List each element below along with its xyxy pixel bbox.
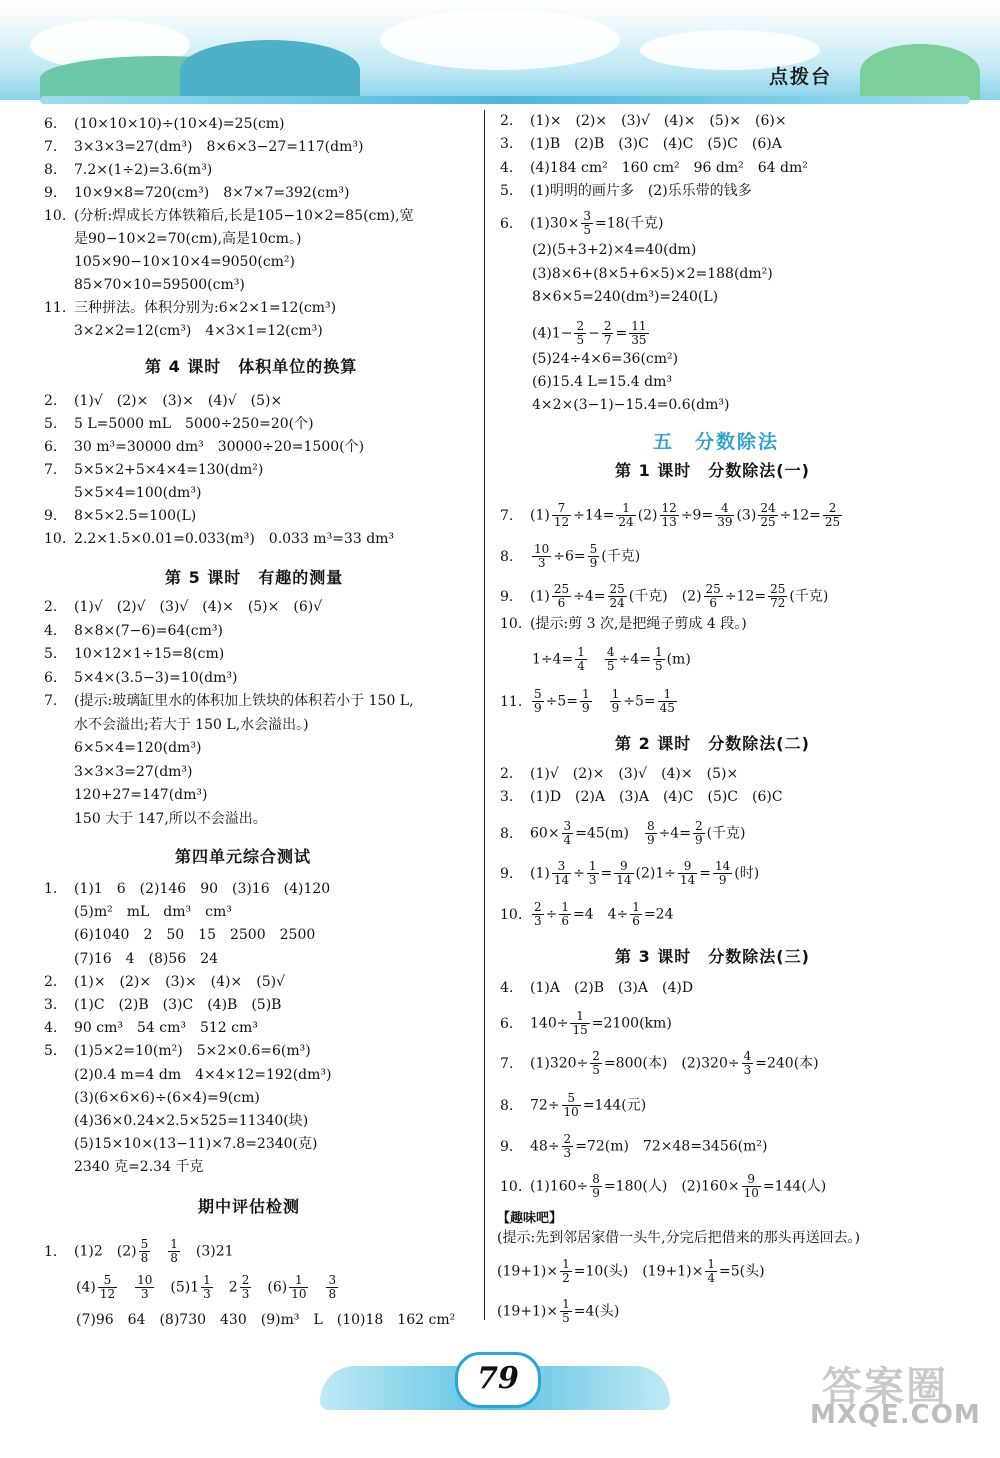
answer-row: 3. (1)B (2)B (3)C (4)C (5)C (6)A [500, 136, 782, 153]
answer-row: 4. (4)184 cm² 160 cm² 96 dm² 64 dm² [500, 159, 808, 176]
page-number: 79 [455, 1352, 541, 1408]
fun-hint: (提示:先到邻居家借一头牛,分完后把借来的那头再送回去。) [497, 1230, 861, 1246]
answer-row: 是90−10×2=70(cm),高是10cm。) [74, 231, 302, 247]
answer-row: 1. (1)1 6 (2)146 90 (3)16 (4)120 [44, 881, 331, 897]
answer-row: (5)15×10×(13−11)×7.8=2340(克) [74, 1136, 318, 1153]
answer-row: 7. (1)320÷ $\frac{2}{5}$ =800(本) (2)320÷ $\frac{4}{3}$ =240(本) [500, 1049, 819, 1077]
answer-row: 8×6×5=240(dm³)=240(L) [532, 289, 719, 305]
section-heading-lesson-5: 第 5 课时 有趣的测量 [165, 568, 344, 587]
answer-row: 6. (10×10×10)÷(10×4)=25(cm) [44, 116, 285, 132]
watermark-logo: 答案圈 [822, 1364, 948, 1410]
answer-row: (2)0.4 m=4 dm 4×4×12=192(dm³) [74, 1066, 332, 1083]
footer-decoration [320, 1340, 670, 1410]
answer-row: 水不会溢出;若大于 150 L,水会溢出。) [74, 716, 309, 733]
answer-row: 4. 90 cm³ 54 cm³ 512 cm³ [44, 1020, 258, 1037]
section-heading-unit-4-test: 第四单元综合测试 [175, 847, 312, 866]
answer-row: 7. 3×3×3=27(dm³) 8×6×3−27=117(dm³) [44, 139, 364, 155]
answer-row: (7)16 4 (8)56 24 [74, 950, 219, 967]
answer-row: 9. (1) $\frac{3}{14}$ ÷ $\frac{1}{3}$ = $\frac{9}{14}$ (2)1÷ $\frac{9}{14}$ = $\frac{14}{9}$ (时) [500, 859, 760, 887]
header-banner [0, 0, 1000, 100]
header-divider [40, 96, 970, 104]
answer-row: 8. $\frac{10}{3}$ ÷6= $\frac{5}{9}$ (千克) [500, 542, 641, 570]
answer-row: 11. $\frac{5}{9}$ ÷5= $\frac{1}{9}$ $\frac{1}{9}$ ÷5= $\frac{1}{45}$ [500, 687, 675, 715]
answer-row: 10. (1)160÷ $\frac{8}{9}$ =180(人) (2)160× $\frac{9}{10}$ =144(人) [500, 1172, 827, 1200]
answer-row: 7. (提示:玻璃缸里水的体积加上铁块的体积若小于 150 L, [44, 693, 414, 709]
answer-row: 2. (1)√ (2)√ (3)√ (4)× (5)× (6)√ [44, 599, 323, 615]
answer-row: 105×90−10×10×4=9050(cm²) [74, 254, 296, 270]
answer-row: 4. (1)A (2)B (3)A (4)D [500, 980, 694, 996]
answer-row: 120+27=147(dm³) [74, 787, 208, 803]
answer-row: (5)24÷4×6=36(cm²) [532, 351, 679, 367]
answer-row: 3×2×2=12(cm³) 4×3×1=12(cm³) [74, 323, 323, 339]
answer-row: 2. (1)× (2)× (3)√ (4)× (5)× (6)× [500, 113, 787, 129]
answer-row: 6×5×4=120(dm³) [74, 740, 202, 756]
answer-row: 4×2×(3−1)−15.4=0.6(dm³) [532, 397, 730, 413]
answer-row: (19+1)× $\frac{1}{2}$ =10(头) (19+1)× $\frac{1}{4}$ =5(头) [497, 1257, 765, 1285]
header-title: 点拨台 [768, 66, 832, 88]
answer-row: 5. 10×12×1÷15=8(cm) [44, 646, 225, 662]
answer-row: (4)36×0.24×2.5×525=11340(块) [74, 1113, 309, 1129]
answer-row: (4)1− $\frac{2}{5}$ − $\frac{2}{7}$ = $\frac{11}{35}$ [532, 319, 647, 347]
answer-row: (19+1)× $\frac{1}{5}$ =4(头) [497, 1297, 620, 1325]
answer-row: 5. (1)明明的画片多 (2)乐乐带的钱多 [500, 182, 752, 199]
answer-row: 9. (1) $\frac{25}{6}$ ÷4= $\frac{25}{24}$ (千克) (2) $\frac{25}{6}$ ÷12= $\frac{25}{72}$ (千克) [500, 582, 829, 610]
unit-heading-fraction-division: 五 分数除法 [653, 431, 780, 453]
answer-row: 10. 2.2×1.5×0.01=0.033(m³) 0.033 m³=33 dm³ [44, 531, 395, 547]
answer-row: 11. 三种拼法。体积分别为:6×2×1=12(cm³) [44, 300, 337, 316]
answer-row: (2)(5+3+2)×4=40(dm) [532, 242, 697, 258]
answer-row: 6. 140÷ $\frac{1}{15}$ =2100(km) [500, 1009, 672, 1037]
answer-row: 150 大于 147,所以不会溢出。 [74, 810, 267, 827]
answer-row: (3)8×6+(8×5+6×5)×2=188(dm²) [532, 265, 773, 282]
answer-row: 9. 10×9×8=720(cm³) 8×7×7=392(cm³) [44, 185, 350, 201]
answer-row: 2340 克=2.34 千克 [74, 1159, 204, 1176]
answer-row: 9. 48÷ $\frac{2}{3}$ =72(m) 72×48=3456(m²) [500, 1132, 768, 1160]
column-divider [484, 110, 485, 1320]
answer-row: 1÷4= $\frac{1}{4}$ $\frac{4}{5}$ ÷4= $\frac{1}{5}$ (m) [532, 645, 691, 673]
answer-row: 3×3×3=27(dm³) [74, 763, 193, 780]
answer-row: (4) $\frac{5}{12}$ $\frac{10}{3}$ (5)1 $\frac{1}{3}$ 2 $\frac{2}{3}$ (6) $\frac{1}{10}$ $\frac{3}{8}$ [76, 1273, 337, 1301]
answer-row: 7. 5×5×2+5×4×4=130(dm²) [44, 462, 264, 478]
section-heading-lesson-1: 第 1 课时 分数除法(一) [615, 461, 810, 480]
answer-row: 2. (1)√ (2)× (3)√ (4)× (5)× [500, 766, 739, 782]
answer-row: 5. 5 L=5000 mL 5000÷250=20(个) [44, 416, 314, 432]
answer-row: 6. 30 m³=30000 dm³ 30000÷20=1500(个) [44, 439, 365, 455]
answer-row: 3. (1)D (2)A (3)A (4)C (5)C (6)C [500, 789, 783, 805]
answer-row: 2. (1)× (2)× (3)× (4)× (5)√ [44, 973, 285, 990]
answer-row: 3. (1)C (2)B (3)C (4)B (5)B [44, 997, 282, 1013]
answer-row: 10. (提示:剪 3 次,是把绳子剪成 4 段。) [500, 616, 747, 632]
answer-row: 10. (分析:焊成长方体铁箱后,长是105−10×2=85(cm),宽 [44, 208, 414, 224]
answer-row: 5. (1)5×2=10(m²) 5×2×0.6=6(m³) [44, 1043, 311, 1060]
section-heading-lesson-4: 第 4 课时 体积单位的换算 [145, 357, 358, 376]
answer-row: 6. 5×4×(3.5−3)=10(dm³) [44, 669, 238, 686]
answer-row: (3)(6×6×6)÷(6×4)=9(cm) [74, 1089, 260, 1106]
answer-row: 85×70×10=59500(cm³) [74, 277, 245, 293]
section-heading-midterm: 期中评估检测 [198, 1197, 301, 1216]
watermark-site: MXQE.COM [810, 1400, 981, 1430]
answer-row: 9. 8×5×2.5=100(L) [44, 508, 197, 524]
answer-row: 10. $\frac{2}{3}$ ÷ $\frac{1}{6}$ =4 4÷ $\frac{1}{6}$ =24 [500, 900, 674, 928]
answer-row: 1. (1)2 (2) $\frac{5}{8}$ $\frac{1}{8}$ (3)21 [44, 1237, 234, 1265]
answer-row: 5×5×4=100(dm³) [74, 485, 202, 501]
answer-row: 2. (1)√ (2)× (3)× (4)√ (5)× [44, 393, 283, 409]
answer-row: 8. 72÷ $\frac{5}{10}$ =144(元) [500, 1091, 647, 1119]
section-heading-lesson-3: 第 3 课时 分数除法(三) [615, 947, 810, 966]
answer-row: 8. 60× $\frac{3}{4}$ =45(m) $\frac{8}{9}$ ÷4= $\frac{2}{9}$ (千克) [500, 819, 746, 847]
answer-row: 6. (1)30× $\frac{3}{5}$ =18(千克) [500, 209, 664, 237]
answer-row: 8. 7.2×(1÷2)=3.6(m³) [44, 162, 213, 178]
section-heading-lesson-2: 第 2 课时 分数除法(二) [615, 734, 810, 753]
answer-row: 7. (1) $\frac{7}{12}$ ÷14= $\frac{1}{24}$ (2) $\frac{12}{13}$ ÷9= $\frac{4}{39}$ (3) $\frac{24}{25}$ ÷12= $\frac{2}{25}$ [500, 501, 841, 529]
answer-row: (7)96 64 (8)730 430 (9)m³ L (10)18 162 cm² [76, 1312, 456, 1328]
answer-row: (5)m² mL dm³ cm³ [74, 904, 232, 921]
fun-corner-tag: 【趣味吧】 [497, 1211, 563, 1226]
answer-row: 4. 8×8×(7−6)=64(cm³) [44, 622, 223, 639]
answer-row: (6)1040 2 50 15 2500 2500 [74, 927, 316, 944]
answer-row: (6)15.4 L=15.4 dm³ [532, 374, 672, 390]
